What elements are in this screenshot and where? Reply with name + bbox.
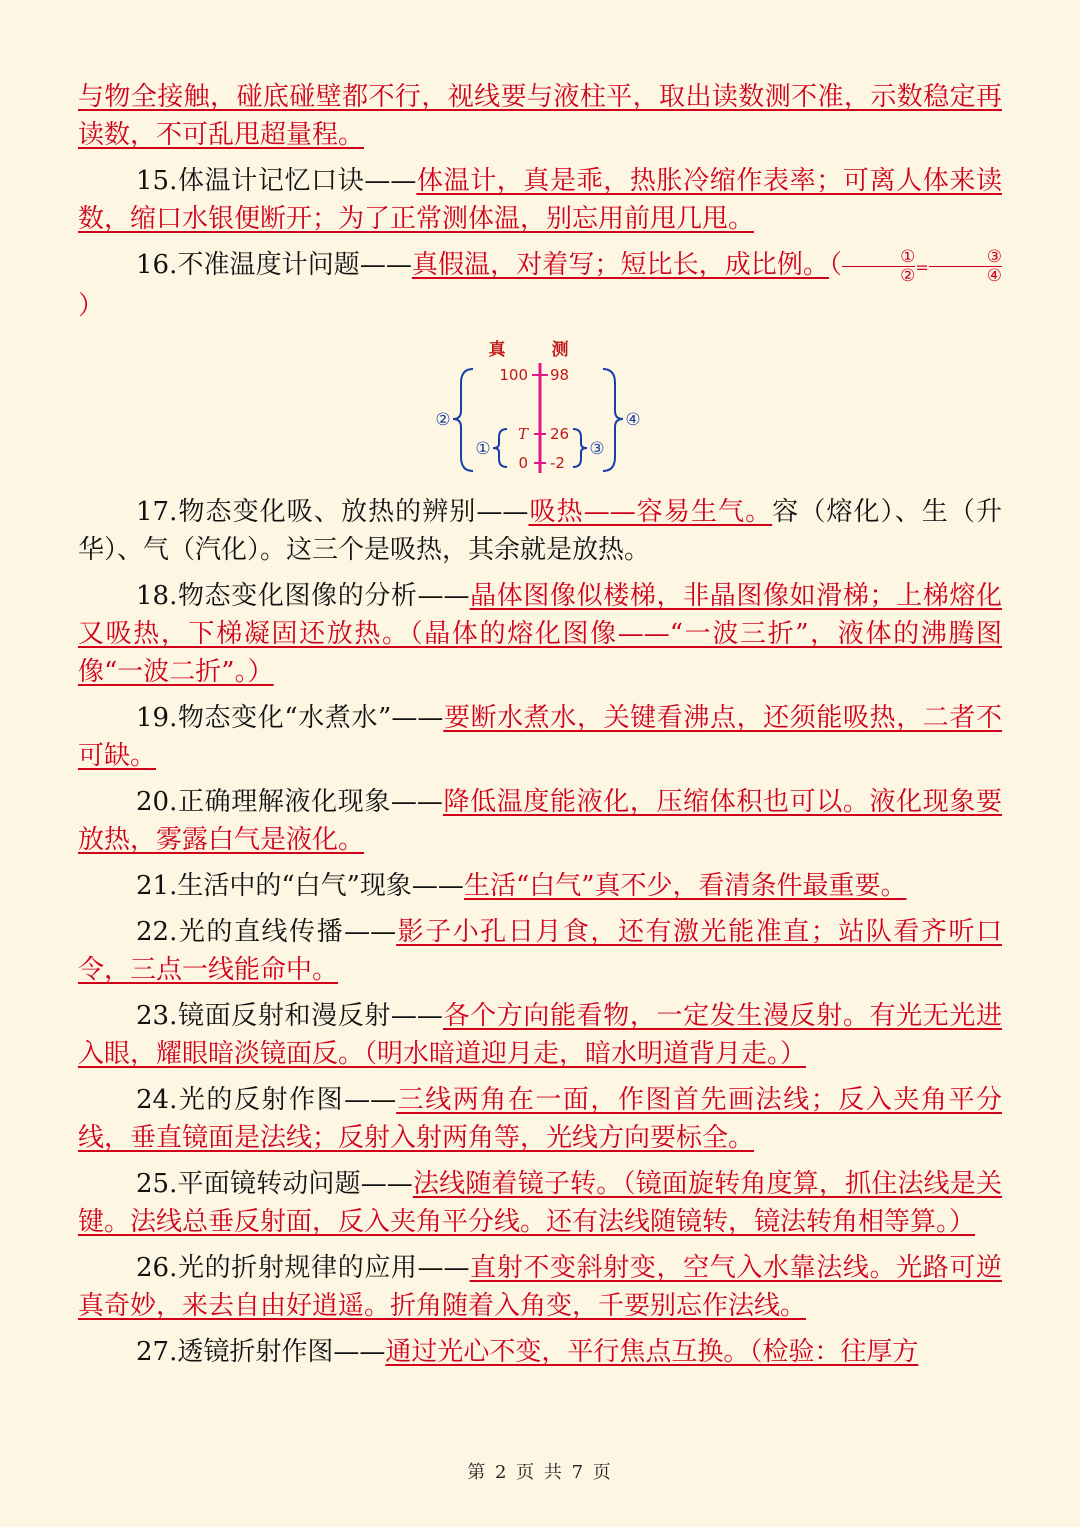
fraction-1 xyxy=(842,248,915,285)
fraction-2 xyxy=(929,248,1002,285)
bracket-4 xyxy=(603,369,623,471)
item-red-text: 生活“白气”真不少，看清条件最重要。 xyxy=(463,871,907,901)
item-label: 19.物态变化“水煮水”—— xyxy=(136,703,444,733)
item-17 xyxy=(78,493,1002,569)
item-label: 21.生活中的“白气”现象—— xyxy=(136,871,464,901)
circle-label-4: ④ xyxy=(625,410,641,430)
formula-open: （ xyxy=(829,250,843,280)
item-label: 18.物态变化图像的分析—— xyxy=(136,581,470,611)
item-red-text: 通过光心不变，平行焦点互换。（检验：往厚方 xyxy=(385,1337,919,1367)
item-20 xyxy=(78,783,1002,859)
item-16 xyxy=(78,246,1002,325)
item-22 xyxy=(78,913,1002,989)
item-27 xyxy=(78,1333,1002,1371)
fraction-numerator: ③ xyxy=(986,246,1002,267)
item-label: 24.光的反射作图—— xyxy=(136,1085,397,1115)
item-red-text: 直射不变斜射变，空气入水靠法线。光路可逆真奇妙，来去自由好逍遥。折角随着入角变，千要别忘作法线。 xyxy=(78,1253,1002,1321)
item-24 xyxy=(78,1081,1002,1157)
circle-label-1: ① xyxy=(475,439,491,459)
item-red-text: 体温计，真是乖，热胀冷缩作表率；可离人体来读数，缩口水银便断开；为了正常测体温，别忘用前甩几甩。 xyxy=(78,166,1002,234)
item-label: 16.不准温度计问题—— xyxy=(136,250,412,280)
measured-top: 98 xyxy=(550,366,570,384)
item-red-text: 各个方向能看物，一定发生漫反射。有光无光进入眼，耀眼暗淡镜面反。（明水暗道迎月走，暗水明道背月走。） xyxy=(78,1001,1002,1069)
item-red-text: 三线两角在一面，作图首先画法线；反入夹角平分线，垂直镜面是法线；反射入射两角等，光线方向要标全。 xyxy=(78,1085,1002,1153)
bracket-1 xyxy=(493,429,507,467)
circle-label-3: ③ xyxy=(589,439,605,459)
content xyxy=(78,78,1002,1379)
diagram-head-measured: 测 xyxy=(551,340,569,360)
item-25 xyxy=(78,1165,1002,1241)
item-23 xyxy=(78,997,1002,1073)
item-black-text: 容（熔化）、生（升华）、气（汽化）。这三个是吸热，其余就是放热。 xyxy=(78,497,1002,565)
item-red-text: 晶体图像似楼梯，非晶图像如滑梯；上梯熔化又吸热，下梯凝固还放热。（晶体的熔化图像——“一波三折”，液体的沸腾图像“一波二折”。） xyxy=(78,581,1002,687)
item-19 xyxy=(78,699,1002,775)
formula-equals: = xyxy=(915,258,929,277)
item-label: 23.镜面反射和漫反射—— xyxy=(136,1001,443,1031)
page-footer: 第 2 页 共 7 页 xyxy=(467,1462,613,1483)
item-15 xyxy=(78,162,1002,238)
true-mid: T xyxy=(517,425,528,443)
measured-bottom: -2 xyxy=(550,454,565,472)
diagram-head-true: 真 xyxy=(488,340,506,360)
fraction-denominator: ④ xyxy=(929,266,1002,285)
item-red-text: 要断水煮水，关键看沸点，还须能吸热，二者不可缺。 xyxy=(78,703,1002,771)
item-18 xyxy=(78,577,1002,691)
circle-label-2: ② xyxy=(435,410,451,430)
item-label: 15.体温计记忆口诀—— xyxy=(136,166,417,196)
item-label: 25.平面镜转动问题—— xyxy=(136,1169,413,1199)
item-label: 27.透镜折射作图—— xyxy=(136,1337,386,1367)
fraction-denominator: ② xyxy=(842,266,915,285)
item-26 xyxy=(78,1249,1002,1325)
item-label: 17.物态变化吸、放热的辨别—— xyxy=(136,497,529,527)
item-21 xyxy=(78,867,1002,905)
formula-close: ） xyxy=(78,291,105,321)
paragraph-top xyxy=(78,78,1002,154)
true-top: 100 xyxy=(499,366,528,384)
item-red-text: 影子小孔日月食，还有激光能准直；站队看齐听口令，三点一线能命中。 xyxy=(78,917,1002,985)
fraction-numerator: ① xyxy=(900,246,916,267)
thermometer-diagram xyxy=(425,333,655,483)
red-text: 与物全接触，碰底碰壁都不行，视线要与液柱平，取出读数测不准，示数稳定再读数，不可乱甩超量程。 xyxy=(78,82,1002,150)
item-label: 26.光的折射规律的应用—— xyxy=(136,1253,470,1283)
item-red-text: 真假温，对着写；短比长，成比例。 xyxy=(411,250,829,280)
item-red-text: 吸热——容易生气。 xyxy=(528,497,773,527)
bracket-2 xyxy=(453,369,473,471)
true-bottom: 0 xyxy=(518,454,528,472)
item-red-text: 降低温度能液化，压缩体积也可以。液化现象要放热，雾露白气是液化。 xyxy=(78,787,1002,855)
bracket-3 xyxy=(573,429,587,467)
item-red-text: 法线随着镜子转。（镜面旋转角度算，抓住法线是关键。法线总垂反射面，反入夹角平分线。还有法线随镜转，镜法转角相等算。） xyxy=(78,1169,1002,1237)
measured-mid: 26 xyxy=(550,425,570,443)
item-label: 20.正确理解液化现象—— xyxy=(136,787,443,817)
item-label: 22.光的直线传播—— xyxy=(136,917,397,947)
